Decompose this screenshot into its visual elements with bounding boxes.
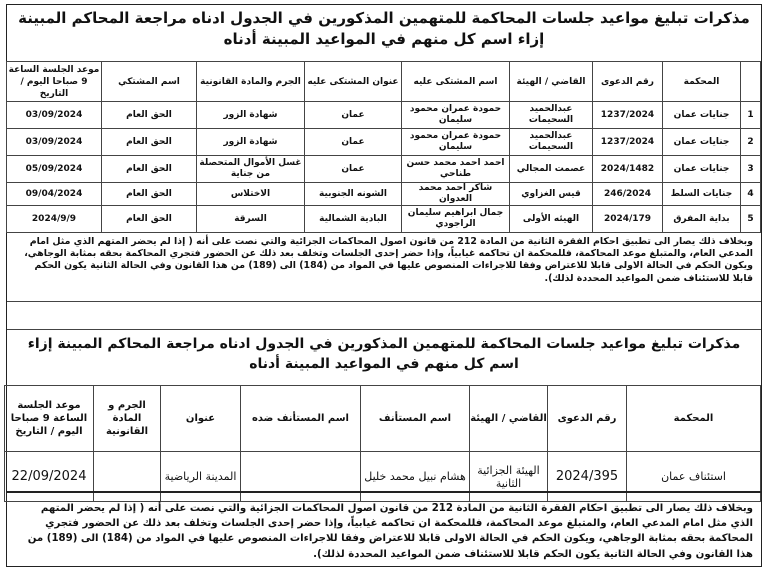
header-offense: الجرم والمادة القانونية <box>197 62 305 102</box>
cell-defendant: جمال ابراهيم سليمان الراجودي <box>402 206 510 233</box>
header-offense: الجرم و المادة القانونية <box>94 386 161 452</box>
cell-court: بداية المفرق <box>663 206 741 233</box>
cell-case-number: 2024/395 <box>548 452 627 502</box>
section2-notice: وبخلاف ذلك يصار الى تطبيق احكام الفقرة الثانية من المادة 212 من قانون اصول المحاكمات الجزائية والتي نصت على أنه ( إذا لم يحضر المتهم الذي مثل امام المدعي العام، والمتبلغ موعد المحاكمة، فللمحكمة ان تحاكمه غيابياً، وإذا حضر إحدى الجلسات وتخلف بعد ذلك عن الحضور فتجري المحاكمة بحقه بمثابة الوجاهي، ويكون الحكم في الحالة الاولى قابلا للاعتراض وفقا للاجراءات المنصوص عليها في المواد من (184) الى (189) من هذا القانون وفي الحالة الثانية يكون الحكم قابلا للاستئناف ضمن المواعيد المحددة لذلك). <box>7 491 761 562</box>
section2-header-row <box>5 386 761 452</box>
section1-notice: وبخلاف ذلك يصار الى تطبيق احكام الفقرة الثانية من المادة 212 من قانون اصول المحاكمات الجزائية والتي نصت على أنه ( إذا لم يحضر المتهم الذي مثل امام المدعي العام، والمتبلغ موعد المحاكمة، فللمحكمة ان تحاكمه غيابياً، وإذا حضر إحدى الجلسات وتخلف بعد ذلك عن الحضور فتجري المحاكمة بحقه بمثابة الوجاهي، ويكون الحكم في الحالة الاولى قابلا للاعتراض وفقا للاجراءات المنصوص عليها في المواد من (184) الى (189) من هذا القانون وفي الحالة الثانية يكون الحكم قابلا للاستئناف ضمن المواعيد المحددة لذلك). <box>7 233 761 302</box>
cell-session-date: 22/09/2024 <box>5 452 94 502</box>
table-row <box>7 102 761 129</box>
section1-header-row <box>7 62 761 102</box>
header-address: عنوان <box>161 386 241 452</box>
table-row <box>7 206 761 233</box>
cell-session-date: 05/09/2024 <box>7 156 102 183</box>
table-row <box>7 183 761 206</box>
cell-session-date: 03/09/2024 <box>7 129 102 156</box>
cell-index: 4 <box>741 183 761 206</box>
cell-defendant-address: عمان <box>305 156 402 183</box>
cell-judge: قيس الغزاوي <box>510 183 593 206</box>
header-judge: القاضي / الهيئة <box>470 386 548 452</box>
cell-address: المدينة الرياضية <box>161 452 241 502</box>
cell-judge: عصمت المجالي <box>510 156 593 183</box>
cell-offense: الاختلاس <box>197 183 305 206</box>
cell-court: جنايات عمان <box>663 129 741 156</box>
header-index <box>741 62 761 102</box>
cell-offense: شهادة الزور <box>197 129 305 156</box>
cell-complainant: الحق العام <box>102 206 197 233</box>
cell-defendant: احمد احمد محمد حسن طناحي <box>402 156 510 183</box>
header-session-date: موعد الجلسة الساعة 9 صباحا اليوم / التاريخ <box>7 62 102 102</box>
header-case-number: رقم الدعوى <box>548 386 627 452</box>
header-case-number: رقم الدعوى <box>593 62 663 102</box>
cell-offense: السرقة <box>197 206 305 233</box>
cell-defendant: شاكر احمد محمد العدوان <box>402 183 510 206</box>
cell-court: جنايات عمان <box>663 102 741 129</box>
cell-offense: شهادة الزور <box>197 102 305 129</box>
header-appellee: اسم المستأنف ضده <box>241 386 361 452</box>
cell-judge: الهيئه الأولى <box>510 206 593 233</box>
cell-complainant: الحق العام <box>102 156 197 183</box>
cell-session-date: 03/09/2024 <box>7 102 102 129</box>
cell-complainant: الحق العام <box>102 102 197 129</box>
section2-table <box>4 385 761 502</box>
cell-offense: غسل الأموال المتحصلة من جناية <box>197 156 305 183</box>
cell-session-date: 2024/9/9 <box>7 206 102 233</box>
cell-defendant-address: عمان <box>305 129 402 156</box>
cell-defendant: حمودة عمران محمود سليمان <box>402 102 510 129</box>
cell-index: 2 <box>741 129 761 156</box>
table-row <box>7 156 761 183</box>
cell-case-number: 1237/2024 <box>593 102 663 129</box>
cell-defendant-address: الشونه الجنوبية <box>305 183 402 206</box>
cell-case-number: 2024/1482 <box>593 156 663 183</box>
cell-judge: عبدالحميد السحيمات <box>510 102 593 129</box>
cell-complainant: الحق العام <box>102 129 197 156</box>
header-court: المحكمة <box>627 386 761 452</box>
cell-case-number: 2024/179 <box>593 206 663 233</box>
cell-court: جنايات السلط <box>663 183 741 206</box>
cell-complainant: الحق العام <box>102 183 197 206</box>
section2-title: مذكرات تبليغ مواعيد جلسات المحاكمة للمتهمين المذكورين في الجدول ادناه مراجعة المحاكم المبينة إزاء اسم كل منهم في المواعيد المبينة أدناه <box>7 329 761 385</box>
header-defendant: اسم المشتكى عليه <box>402 62 510 102</box>
header-complainant: اسم المشتكي <box>102 62 197 102</box>
header-court: المحكمة <box>663 62 741 102</box>
section2 <box>7 329 761 560</box>
cell-index: 3 <box>741 156 761 183</box>
header-session-date: موعد الجلسة الساعة 9 صباحا اليوم / التاريخ <box>5 386 94 452</box>
cell-judge: الهيئة الجزائية الثانية <box>470 452 548 502</box>
header-defendant-address: عنوان المشتكى عليه <box>305 62 402 102</box>
cell-index: 1 <box>741 102 761 129</box>
cell-defendant: حمودة عمران محمود سليمان <box>402 129 510 156</box>
header-judge: القاضي / الهيئة <box>510 62 593 102</box>
section1-table <box>6 61 761 233</box>
cell-court: استئناف عمان <box>627 452 761 502</box>
cell-court: جنايات عمان <box>663 156 741 183</box>
table-row <box>7 129 761 156</box>
section1-title: مذكرات تبليغ مواعيد جلسات المحاكمة للمتهمين المذكورين في الجدول ادناه مراجعة المحاكم المبينة إزاء اسم كل منهم في المواعيد المبينة أدناه <box>18 9 750 48</box>
cell-appellant: هشام نبيل محمد خليل <box>361 452 470 502</box>
header-appellant: اسم المستأنف <box>361 386 470 452</box>
cell-case-number: 1237/2024 <box>593 129 663 156</box>
cell-case-number: 246/2024 <box>593 183 663 206</box>
cell-index: 5 <box>741 206 761 233</box>
cell-defendant-address: عمان <box>305 102 402 129</box>
cell-judge: عبدالحميد السحيمات <box>510 129 593 156</box>
cell-defendant-address: البادية الشمالية <box>305 206 402 233</box>
cell-session-date: 09/04/2024 <box>7 183 102 206</box>
notice-page <box>6 4 762 567</box>
